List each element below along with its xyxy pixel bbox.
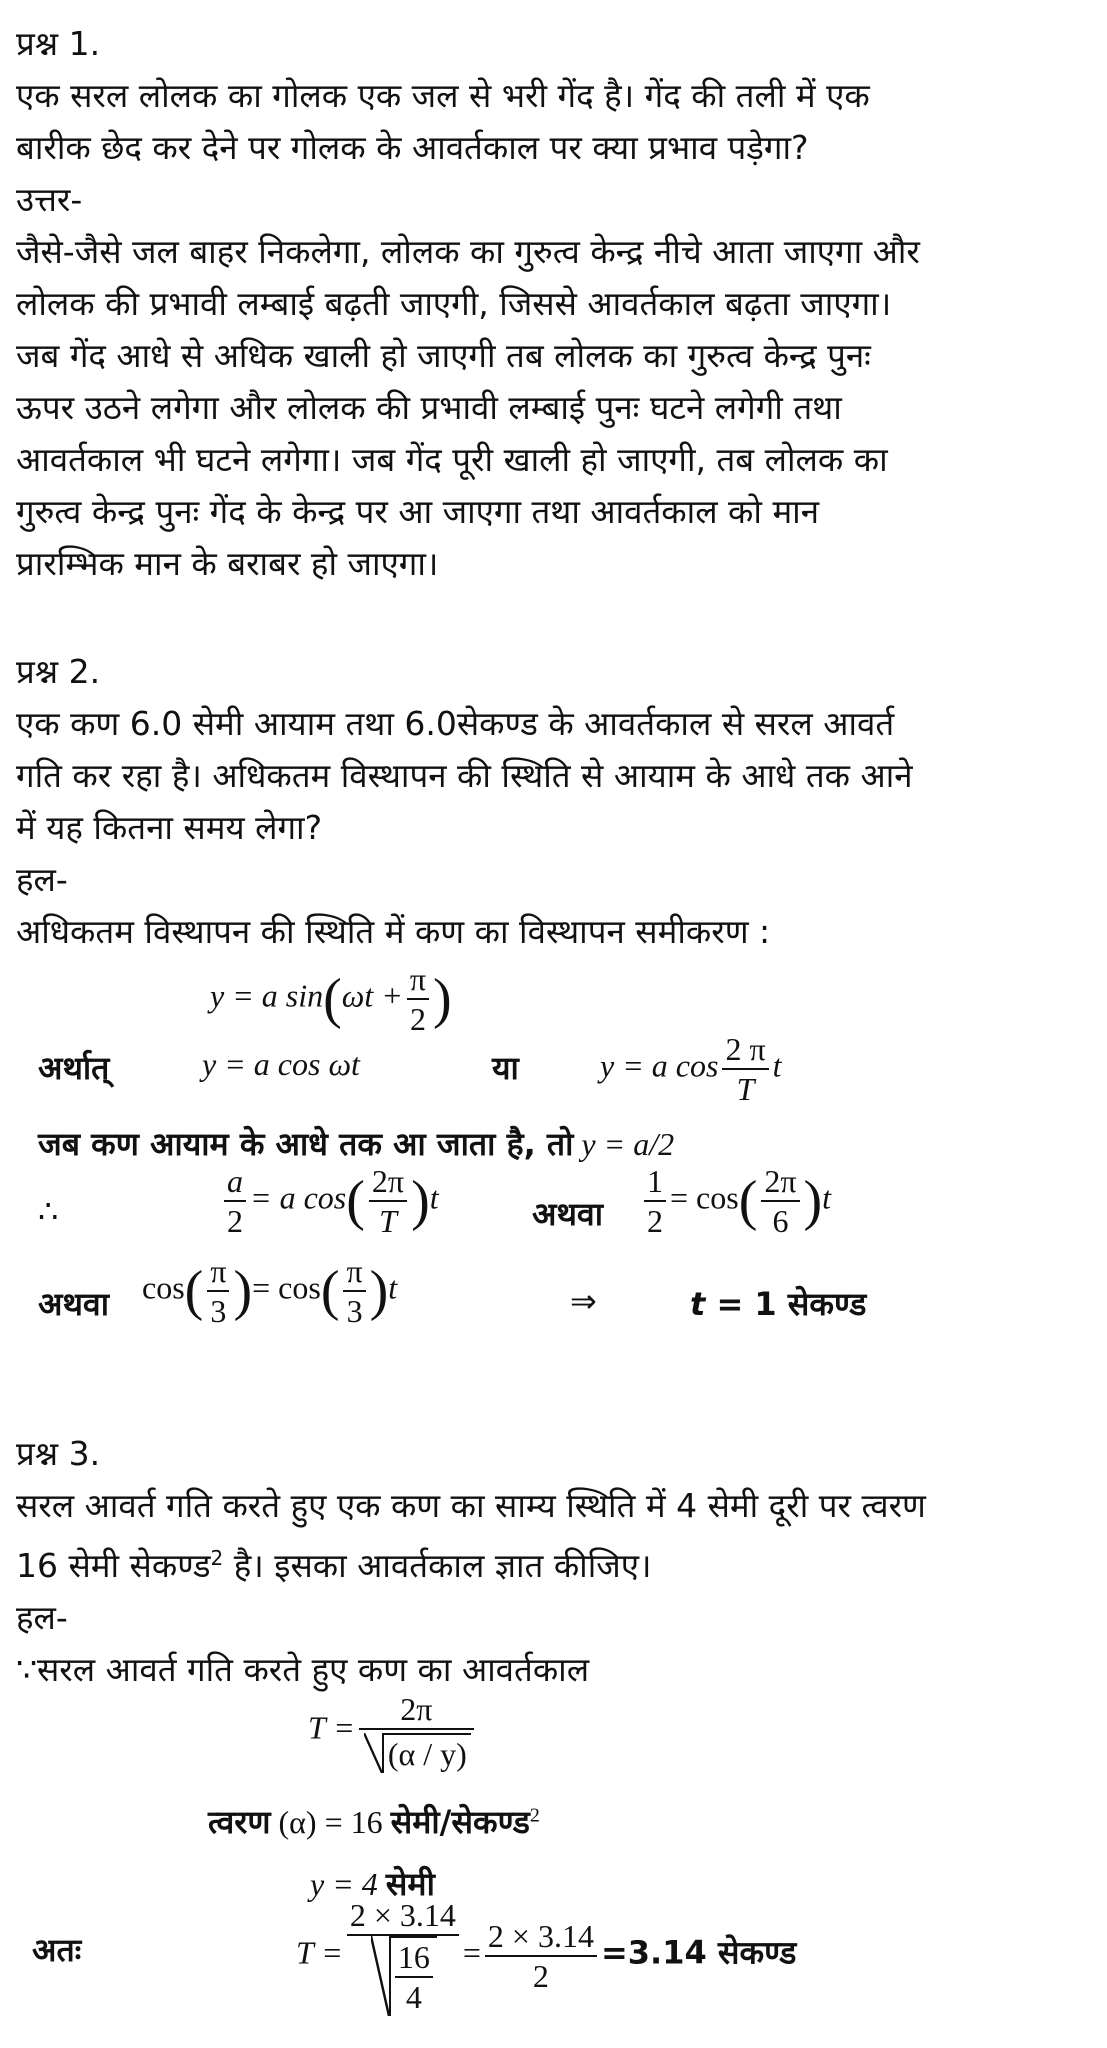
eq-text: = <box>462 1934 481 1971</box>
question-3-text-line: सरल आवर्त गति करते हुए एक कण का साम्य स्थिति में 4 सेमी दूरी पर त्वरण <box>16 1486 926 1525</box>
answer-1-text-line: आवर्तकाल भी घटने लगेगा। जब गेंद पूरी खाली हो जाएगी, तब लोलक का <box>16 440 888 479</box>
eq-text: = cos <box>670 1179 739 1216</box>
denominator: 3 <box>343 1290 365 1330</box>
paren: ) <box>411 1170 430 1232</box>
equation-displacement <box>210 960 452 1038</box>
question-2-text-line: में यह कितना समय लेगा? <box>16 808 323 847</box>
eq-text: ωt + <box>341 977 403 1014</box>
numerator: 2π <box>400 1691 433 1727</box>
eq-text: y = 4 <box>310 1866 378 1902</box>
paren: ( <box>323 968 342 1030</box>
superscript: 2 <box>210 1546 224 1570</box>
answer-1-text-line: प्रारम्भिक मान के बराबर हो जाएगा। <box>16 544 439 583</box>
question-1-label: प्रश्न 1. <box>16 24 101 63</box>
numerator: 16 <box>397 1939 430 1975</box>
equation-final-period <box>296 1896 796 2016</box>
equation-therefore: ∴ <box>38 1193 59 1229</box>
eq-text: T = <box>296 1934 343 1971</box>
equation-word-atah: अतः <box>32 1931 82 1969</box>
eq-text: जब कण आयाम के आधे तक आ जाता है, तो <box>38 1125 574 1163</box>
fraction <box>347 1896 459 2016</box>
eq-text: y = a cos <box>600 1047 719 1084</box>
denominator <box>347 1934 459 2016</box>
question-2-section <box>16 646 1086 958</box>
equation-cos: y = a cos ωt <box>202 1046 360 1082</box>
eq-text: = cos <box>252 1269 321 1306</box>
eq-text: = 1 सेकण्ड <box>716 1285 867 1323</box>
equation-word-athava: अथवा <box>532 1195 603 1233</box>
question-2-text-line: गति कर रहा है। अधिकतम विस्थापन की स्थिति से आयाम के आधे तक आने <box>16 756 913 795</box>
eq-text: (α) = 16 <box>278 1804 383 1840</box>
fraction <box>224 1162 246 1240</box>
radicand <box>391 1936 437 2016</box>
eq-text: त्वरण <box>208 1803 271 1841</box>
answer-1-text-line: लोलक की प्रभावी लम्बाई बढ़ती जाएगी, जिससे आवर्तकाल बढ़ता जाएगा। <box>16 284 892 323</box>
answer-1-text-line: गुरुत्व केन्द्र पुनः गेंद के केन्द्र पर आ जाएगा तथा आवर्तकाल को मान <box>16 492 820 531</box>
eq-text: सेमी/सेकण्ड <box>390 1803 530 1841</box>
numerator: 2 π <box>725 1031 766 1067</box>
eq-text: cos <box>142 1269 185 1306</box>
numerator: π <box>409 961 427 997</box>
fraction <box>395 1938 433 2016</box>
eq-text: T = <box>308 1709 355 1746</box>
eq-text: t <box>690 1285 706 1323</box>
equation-word-arthat: अर्थात् <box>38 1049 110 1087</box>
equation-result-time <box>690 1282 866 1325</box>
solution-3-label: हल- <box>16 1598 68 1637</box>
fraction <box>359 1690 474 1773</box>
question-3-section <box>16 1428 1086 1696</box>
numerator: 2 × 3.14 <box>487 1918 594 1954</box>
fraction <box>722 1030 768 1108</box>
eq-text: y = a/2 <box>581 1126 675 1162</box>
eq-text: है। इसका आवर्तकाल ज्ञात कीजिए। <box>223 1546 652 1585</box>
numerator: 2 × 3.14 <box>349 1897 456 1933</box>
eq-text: y = a sin <box>210 977 324 1014</box>
solution-2-intro: अधिकतम विस्थापन की स्थिति में कण का विस्थापन समीकरण : <box>16 912 771 951</box>
question-1-text-line: बारीक छेद कर देने पर गोलक के आवर्तकाल पर क्या प्रभाव पड़ेगा? <box>16 128 809 167</box>
paren: ) <box>233 1260 253 1322</box>
denominator: 6 <box>761 1200 799 1240</box>
equation-period-formula <box>308 1690 478 1773</box>
radicand: (α / y) <box>384 1733 471 1773</box>
numerator: π <box>346 1253 363 1289</box>
fraction <box>761 1162 799 1240</box>
paren: ) <box>803 1170 823 1232</box>
equation-ratio-numeric <box>640 1162 831 1240</box>
question-3-text-line <box>16 1532 1086 1592</box>
denominator: 3 <box>207 1290 229 1330</box>
eq-text: t <box>772 1047 782 1084</box>
eq-text: t <box>822 1179 832 1216</box>
numerator: 1 <box>647 1163 663 1199</box>
fraction <box>407 960 429 1038</box>
question-3-label: प्रश्न 3. <box>16 1434 101 1473</box>
denominator: T <box>722 1068 768 1108</box>
superscript: 2 <box>529 1804 540 1827</box>
answer-1-label: उत्तर- <box>16 180 83 219</box>
sqrt <box>369 1936 437 2016</box>
denominator: 2 <box>485 1955 597 1995</box>
eq-text: 16 सेमी सेकण्ड <box>16 1546 211 1585</box>
equation-word-athava: अथवा <box>38 1285 109 1323</box>
fraction <box>644 1162 666 1240</box>
numerator: a <box>227 1163 243 1199</box>
eq-text: t <box>388 1269 398 1306</box>
solution-2-label: हल- <box>16 860 68 899</box>
eq-text: t <box>429 1179 439 1216</box>
eq-text: =3.14 सेकण्ड <box>600 1933 797 1972</box>
fraction <box>369 1162 407 1240</box>
answer-1-text-line: जब गेंद आधे से अधिक खाली हो जाएगी तब लोलक का गुरुत्व केन्द्र पुनः <box>16 336 871 375</box>
denominator: 4 <box>395 1976 433 2016</box>
paren: ( <box>320 1260 340 1322</box>
question-1-section <box>16 18 1086 590</box>
denominator: 2 <box>224 1200 246 1240</box>
paren: ( <box>346 1170 365 1232</box>
equation-acceleration <box>208 1800 540 1843</box>
equation-cos-period <box>600 1030 782 1108</box>
numerator: π <box>210 1253 227 1289</box>
eq-text: सेमी <box>385 1865 435 1903</box>
paren: ) <box>369 1260 389 1322</box>
implies-arrow: ⇒ <box>570 1283 597 1319</box>
numerator: 2π <box>764 1163 797 1199</box>
answer-1-text-line: ऊपर उठने लगेगा और लोलक की प्रभावी लम्बाई पुनः घटने लगेगी तथा <box>16 388 842 427</box>
paren: ( <box>738 1170 758 1232</box>
denominator: T <box>369 1200 407 1240</box>
question-2-label: प्रश्न 2. <box>16 652 101 691</box>
question-1-text-line: एक सरल लोलक का गोलक एक जल से भरी गेंद है। गेंद की तली में एक <box>16 76 870 115</box>
fraction <box>485 1917 597 1995</box>
paren: ) <box>433 968 452 1030</box>
solution-3-intro: ∵सरल आवर्त गति करते हुए कण का आवर्तकाल <box>16 1650 590 1689</box>
denominator: 2 <box>407 998 429 1038</box>
equation-cos-pi3 <box>142 1252 397 1330</box>
answer-1-text-line: जैसे-जैसे जल बाहर निकलेगा, लोलक का गुरुत्व केन्द्र नीचे आता जाएगा और <box>16 232 920 271</box>
paren: ( <box>184 1260 204 1322</box>
denominator: 2 <box>644 1200 666 1240</box>
denominator <box>359 1728 474 1773</box>
question-2-text-line: एक कण 6.0 सेमी आयाम तथा 6.0सेकण्ड के आवर्तकाल से सरल आवर्त <box>16 704 895 743</box>
equation-ratio <box>220 1162 439 1240</box>
fraction <box>343 1252 365 1330</box>
sqrt <box>362 1733 471 1773</box>
eq-text: = a cos <box>250 1179 347 1216</box>
numerator: 2π <box>371 1163 405 1199</box>
fraction <box>207 1252 229 1330</box>
equation-word-ya: या <box>492 1049 519 1087</box>
equation-half-amplitude <box>38 1122 674 1165</box>
